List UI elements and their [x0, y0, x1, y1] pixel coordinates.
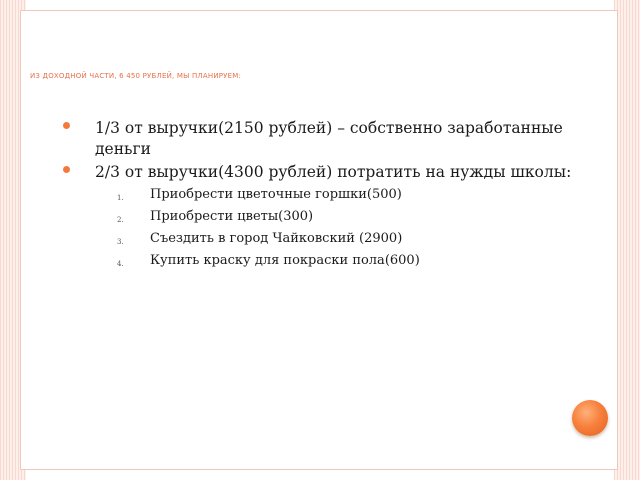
item-number: 1.	[117, 194, 124, 202]
item-number: 2.	[117, 216, 124, 224]
numbered-item	[95, 231, 582, 247]
numbered-list	[95, 187, 582, 269]
item-number: 4.	[117, 260, 124, 268]
bullet-dot-icon	[63, 122, 70, 129]
orange-circle-icon	[572, 400, 608, 436]
item-text: Приобрести цветочные горшки(500)	[150, 187, 402, 202]
numbered-item	[95, 253, 582, 269]
bullet-dot-icon	[63, 166, 70, 173]
numbered-item	[95, 187, 582, 203]
bullet-item	[62, 162, 582, 269]
item-text: Купить краску для покраски пола(600)	[150, 253, 420, 268]
bullet-text: 1/3 от выручки(2150 рублей) – собственно заработанные деньги	[95, 119, 563, 158]
bullet-list	[62, 118, 582, 269]
slide-title: ИЗ ДОХОДНОЙ ЧАСТИ, 6 450 РУБЛЕЙ, МЫ ПЛАНИРУЕМ:	[30, 72, 242, 80]
numbered-item	[95, 209, 582, 225]
bullet-text: 2/3 от выручки(4300 рублей) потратить на нужды школы:	[95, 163, 572, 181]
item-text: Приобрести цветы(300)	[150, 209, 314, 224]
item-text: Съездить в город Чайковский (2900)	[150, 231, 403, 246]
slide-content	[62, 118, 582, 275]
bullet-item	[62, 118, 582, 160]
item-number: 3.	[117, 238, 124, 246]
